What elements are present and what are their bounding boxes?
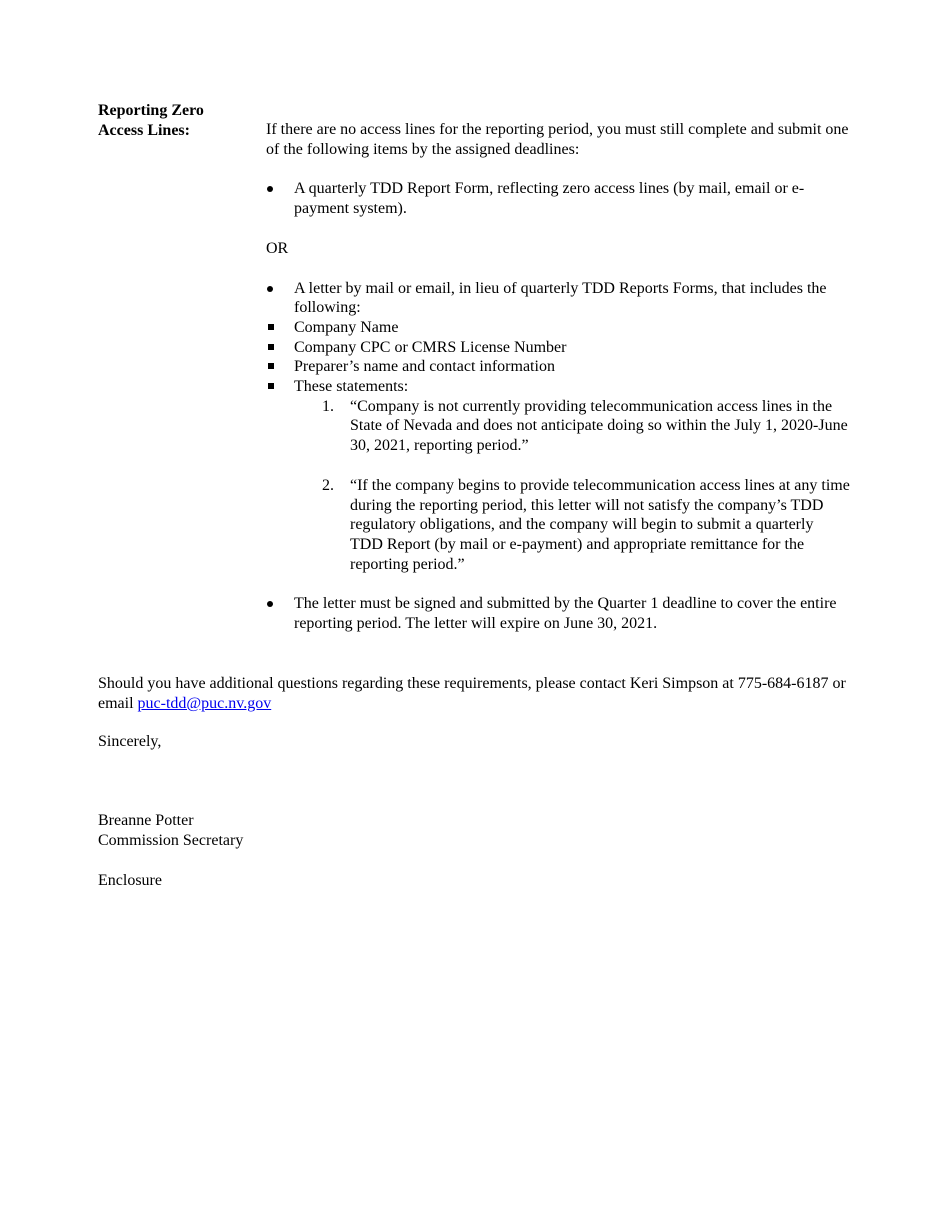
salutation: Sincerely, bbox=[98, 733, 162, 751]
square-bullet-icon bbox=[268, 324, 274, 330]
contact-paragraph bbox=[98, 674, 858, 713]
square-bullet-icon bbox=[268, 363, 274, 369]
intro-paragraph: If there are no access lines for the reporting period, you must still complete and submit one of the following items by the assigned deadlines: bbox=[266, 121, 849, 158]
statement-number: 2. bbox=[322, 476, 334, 494]
list-item bbox=[266, 318, 850, 338]
enclosure-note: Enclosure bbox=[98, 871, 162, 889]
square-bullet-icon bbox=[268, 383, 274, 389]
list-item bbox=[266, 357, 850, 377]
statement-text: “If the company begins to provide telecommunication access lines at any time during the reporting period, this letter will not satisfy the company’s TDD regulatory obligations, and the company will begin to submit a quarterly TDD Report (by mail or e-payment) and appropriate remittance for the reporting period.” bbox=[350, 476, 850, 573]
bullet-item bbox=[266, 179, 850, 218]
statement-number: 1. bbox=[322, 397, 334, 415]
requirements-list bbox=[266, 318, 850, 397]
square-bullet-icon bbox=[268, 344, 274, 350]
signer-name: Breanne Potter bbox=[98, 812, 194, 830]
or-separator: OR bbox=[266, 239, 289, 257]
section-heading bbox=[98, 101, 258, 140]
heading-line-2: Access Lines: bbox=[98, 121, 190, 139]
contact-text: Should you have additional questions regarding these requirements, please contact Keri Simpson at 775-684-6187 or email bbox=[98, 675, 846, 712]
list-item-text: Company CPC or CMRS License Number bbox=[294, 338, 567, 356]
bullet-item bbox=[266, 594, 850, 633]
bullet-text: The letter must be signed and submitted by the Quarter 1 deadline to cover the entire reporting period. The letter will expire on June 30, 2021. bbox=[294, 595, 837, 633]
signer-title: Commission Secretary bbox=[98, 831, 244, 849]
section-body bbox=[266, 120, 850, 634]
statement-text: “Company is not currently providing telecommunication access lines in the State of Nevada and does not anticipate doing so within the July 1, 2020-June 30, 2021, reporting period.” bbox=[350, 397, 848, 455]
list-item bbox=[266, 377, 850, 397]
email-link[interactable]: puc-tdd@puc.nv.gov bbox=[137, 694, 272, 712]
bullet-item bbox=[266, 279, 850, 318]
bullet-text: A quarterly TDD Report Form, reflecting zero access lines (by mail, email or e-payment system). bbox=[294, 180, 805, 218]
bullet-text: A letter by mail or email, in lieu of quarterly TDD Reports Forms, that includes the following: bbox=[294, 279, 827, 317]
heading-line-1: Reporting Zero bbox=[98, 102, 204, 119]
list-item-text: Company Name bbox=[294, 318, 399, 336]
list-item-text: These statements: bbox=[294, 378, 409, 396]
statement-item bbox=[266, 476, 850, 575]
list-item-text: Preparer’s name and contact information bbox=[294, 358, 555, 376]
statement-item bbox=[266, 397, 850, 456]
closing-section bbox=[98, 674, 858, 890]
list-item bbox=[266, 338, 850, 358]
